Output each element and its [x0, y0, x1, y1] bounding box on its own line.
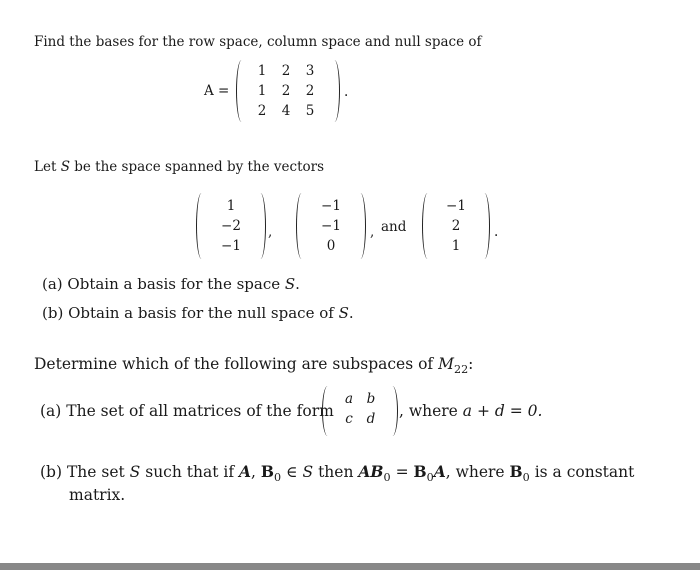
vector-2-cell: −1 — [321, 198, 341, 214]
comma-2: , — [370, 224, 375, 240]
vectors-period: . — [494, 224, 499, 240]
matrix-abcd-cell: d — [366, 411, 376, 427]
vector-3-cell: 1 — [451, 238, 461, 254]
vector-3 — [422, 193, 490, 259]
vector-2-cell: 0 — [326, 238, 336, 254]
problem3-part-b-line2: matrix. — [69, 486, 126, 504]
matrix-a-cell: 2 — [257, 103, 267, 119]
matrix-a-label: A = — [204, 83, 230, 99]
vector-2-cell: −1 — [321, 218, 341, 234]
vector-1-cell: 1 — [226, 198, 236, 214]
matrix-a-cell: 4 — [281, 103, 291, 119]
vector-1-cell: −1 — [221, 238, 241, 254]
matrix-abcd — [322, 386, 398, 436]
problem2-intro: Let S be the space spanned by the vectors — [34, 159, 325, 175]
bottom-border — [0, 563, 700, 570]
vector-3-cell: −1 — [446, 198, 466, 214]
problem3-intro: Determine which of the following are subspaces of $M_{22}$: — [34, 355, 474, 377]
matrix-a-cell: 1 — [257, 83, 267, 99]
vector-1-cell: −2 — [221, 218, 241, 234]
matrix-a-cell: 1 — [257, 63, 267, 79]
matrix-a-cell: 2 — [305, 83, 315, 99]
vector-2 — [296, 193, 366, 259]
matrix-abcd-cell: c — [345, 411, 353, 427]
matrix-a-cell: 5 — [305, 103, 315, 119]
matrix-a — [236, 60, 340, 122]
vector-1 — [196, 193, 266, 259]
matrix-abcd-cell: a — [344, 391, 354, 407]
and-word: and — [381, 219, 407, 235]
matrix-a-period: . — [344, 84, 349, 100]
matrix-a-cell: 2 — [281, 83, 291, 99]
problem3-part-a-text: (a) The set of all matrices of the form — [40, 402, 334, 420]
problem3-part-a-condition: , where a + d = 0. — [399, 402, 543, 420]
problem1-intro: Find the bases for the row space, column space and null space of — [34, 34, 482, 50]
vector-3-cell: 2 — [451, 218, 461, 234]
problem2-part-b: (b) Obtain a basis for the null space of S. — [42, 304, 354, 322]
problem2-part-a: (a) Obtain a basis for the space S. — [42, 275, 300, 293]
problem3-part-b-line1: (b) The set S such that if A, $B_0$ ∈ S then $AB_0 = B_0A$, where $B_0$ is a constant — [40, 462, 635, 485]
matrix-a-cell: 3 — [305, 63, 315, 79]
matrix-a-cell: 2 — [281, 63, 291, 79]
matrix-abcd-cell: b — [366, 391, 376, 407]
comma-1: , — [268, 224, 273, 240]
